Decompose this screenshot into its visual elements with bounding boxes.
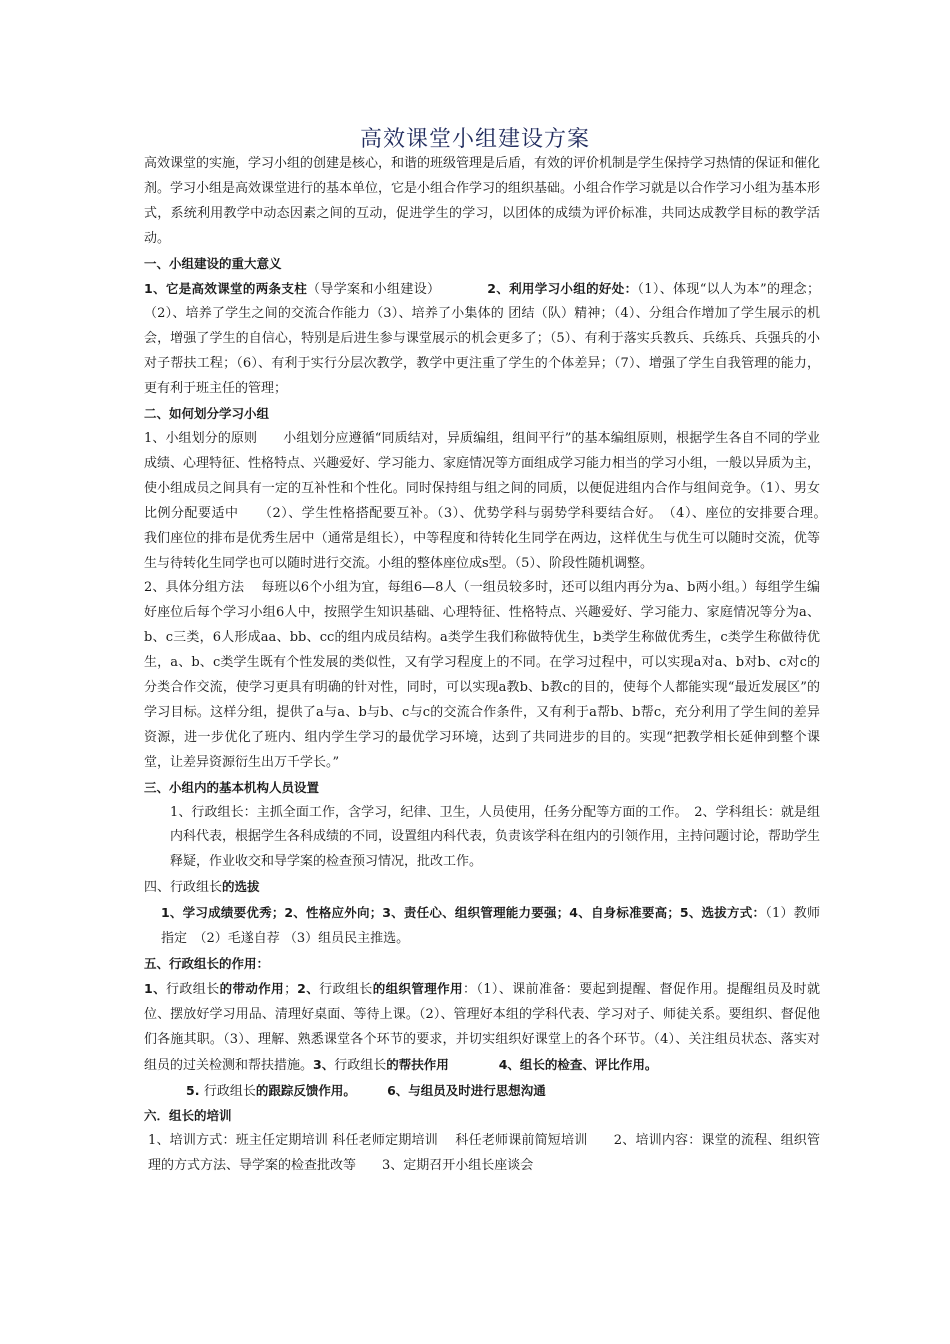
section-5-text-1: 行政组长	[166, 981, 220, 997]
section-4-heading-part-a: 四、行政组长	[144, 880, 223, 896]
section-5-num-3: 3、	[313, 1056, 335, 1072]
section-5-num-2: 2、	[297, 980, 320, 996]
section-5-text-3: 行政组长	[319, 981, 373, 997]
section-5-role-2-detail: ：（1）、课前准备：要起到提醒、督促作用。提醒组员及时就位、摆放好学习用品、清理好桌面、等待上课。（2）、管理好本组的学科代表、学习对子、师徒关系。要组织、督促他们各施其职。（3）、理解、熟悉课堂各个环节的要求，并切实组织好课堂上的各个环节。（4）、关注组员状态、落实对组员的过关检测和帮扶措施。	[144, 981, 820, 1073]
section-3-heading: 三、小组内的基本机构人员设置	[144, 779, 320, 795]
document-title: 高效课堂小组建设方案	[359, 127, 590, 152]
section-5-role-1: 的带动作用	[219, 980, 285, 996]
section-1-heading: 一、小组建设的重大意义	[144, 255, 282, 271]
section-5-paragraph-2	[144, 1079, 820, 1105]
section-4-methods: （1）教师指定 （2）毛遂自荐 （3）组员民主推选。	[161, 906, 820, 947]
section-5-heading: 五、行政组长的作用：	[144, 956, 270, 971]
section-1-point-2-text: （1）、体现“以人为本”的理念；（2）、培养了学生之间的交流合作能力（3）、培养了小集体的 团结（队）精神；（4）、分组合作增加了学生展示的机会，增强了学生的自信心，特别是后进生参与课堂展示的机会更多了；（5）、有利于落实兵教兵、兵练兵、兵强兵的小对子帮扶工程；（6）、有利于实行分层次教学，教学中更注重了学生的个体差异；（7）、增强了学生自我管理的能力，更有利于班主任的管理；	[144, 281, 820, 397]
section-2-paragraph-1: 1、小组划分的原则 小组划分应遵循“同质结对，异质编组，组间平行”的基本编组原则，根据学生各自不同的学业成绩、心理特征、性格特点、兴趣爱好、学习能力、家庭情况等方面组成学习能力相当的学习小组，一般以异质为主，使小组成员之间具有一定的互补性和个性化。同时保持组与组之间的同质，以便促进组内合作与组间竞争。（1）、男女比例分配要适中 （2）、学生性格搭配要互补。（3）、优势学科与弱势学科要结合好。 （4）、座位的安排要合理。 我们座位的排布是优秀生居中（通常是组长），中等程度和待转化生同学在两边，这样优生与优生可以随时交流，优等生与待转化生同学也可以随时进行交流。小组的整体座位成s型。（5）、阶段性随机调整。	[144, 430, 847, 571]
document-body	[144, 152, 847, 1179]
section-5-text-2: ；	[284, 981, 298, 997]
section-1-paragraph	[144, 277, 820, 403]
section-1-point-1: 1、它是高效课堂的两条支柱	[144, 280, 308, 296]
section-1-point-1-note: （导学案和小组建设）	[307, 281, 488, 297]
section-4-heading	[144, 875, 820, 901]
section-5-role-5-6: 的跟踪反馈作用。 6、与组员及时进行思想沟通	[255, 1082, 546, 1098]
section-6-paragraph: 1、培训方式：班主任定期培训 科任老师定期培训 科任老师课前简短培训 2、培训内容：课堂的流程、组织管理的方式方法、导学案的检查批改等 3、定期召开小组长座谈会	[148, 1133, 820, 1174]
section-4-paragraph	[144, 901, 820, 952]
section-5-num-5: 5.	[186, 1082, 204, 1098]
section-5-text-5: 行政组长	[334, 1057, 387, 1073]
intro-paragraph: 高效课堂的实施，学习小组的创建是核心，和谐的班级管理是后盾，有效的评价机制是学生保持学习热情的保证和催化剂。学习小组是高效课堂进行的基本单位，它是小组合作学习的组织基础。小组合作学习就是以合作学习小组为基本形式，系统利用教学中动态因素之间的互动，促进学生的学习，以团体的成绩为评价标准，共同达成教学目标的教学活动。	[144, 156, 821, 246]
section-1-point-2: 2、利用学习小组的好处：	[487, 280, 638, 296]
section-5-text-7: 行政组长	[203, 1083, 256, 1099]
section-5-num-1: 1、	[144, 980, 166, 996]
section-2-heading: 二、如何划分学习小组	[144, 406, 270, 422]
section-2-paragraph-2: 2、具体分组方法 每班以6个小组为宜，每组6—8人（一组员较多时，还可以组内再分为a、b两小组。）每组学生编好座位后每个学习小组6人中，按照学生知识基础、心理特征、性格特点、兴趣爱好、学习能力、家庭情况等分为a、b、c三类，6人形成aa、bb、cc的组内成员结构。a类学生我们称做特优生，b类学生称做优秀生，c类学生称做待优生，a、b、c类学生既有个性发展的类似性，又有学习程度上的不同。在学习过程中，可以实现a对a、b对b、c对c的分类合作交流，使学习更具有明确的针对性，同时，可以实现a教b、b教c的目的，使每个人都能实现“最近发展区”的学习目标。这样分组，提供了a与a、b与b、c与c的交流合作条件，又有利于a帮b、b帮c，充分利用了学生间的差异资源，进一步优化了班内、组内学生学习的最优学习环境，达到了共同进步的目的。实现“把教学相长延伸到整个课堂，让差异资源衍生出万千学长。”	[144, 580, 820, 770]
section-4-criteria: 1、学习成绩要优秀；2、性格应外向；3、责任心、组织管理能力要强；4、自身标准要高；5、选拔方式：	[161, 905, 766, 921]
section-5-paragraph	[144, 977, 820, 1079]
section-3-paragraph: 1、行政组长：主抓全面工作，含学习，纪律、卫生，人员使用，任务分配等方面的工作。 2、学科组长：就是组内科代表，根据学生各科成绩的不同，设置组内科代表，负责该学科在组内的引领作用，主持问题讨论，帮助学生释疑，作业收交和导学案的检查预习情况，批改工作。	[170, 804, 821, 870]
section-5-role-2: 的组织管理作用	[372, 980, 463, 996]
section-5-role-3-4: 的帮扶作用 4、组长的检查、评比作用。	[386, 1056, 658, 1072]
section-4-heading-part-b: 的选拔	[222, 879, 260, 895]
section-6-heading: 六．组长的培训	[144, 1108, 232, 1124]
